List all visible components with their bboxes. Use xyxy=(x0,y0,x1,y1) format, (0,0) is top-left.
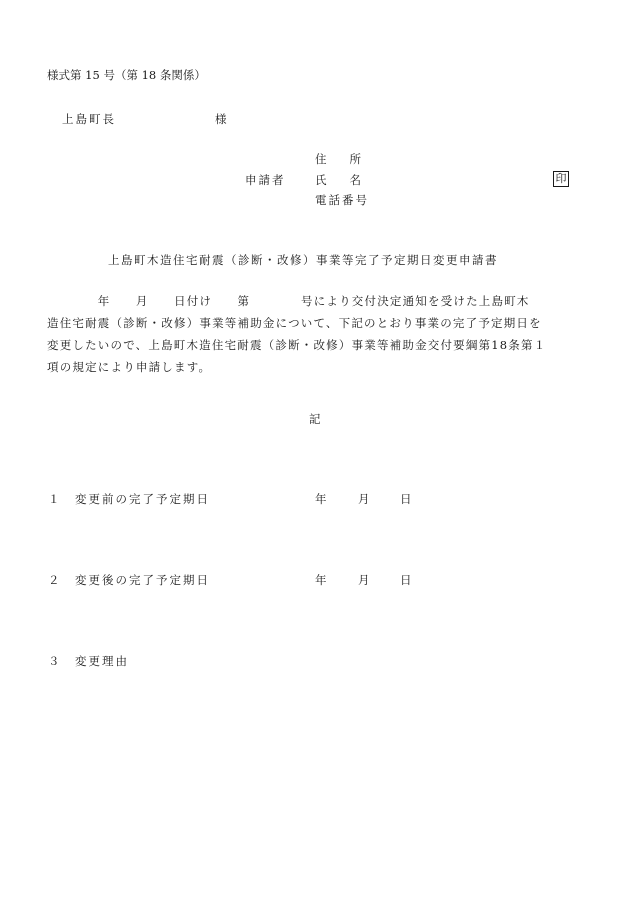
body-line-2: 造住宅耐震（診断・改修）事業等補助金について、下記のとおり事業の完了予定期日を xyxy=(47,316,542,330)
body-paragraph xyxy=(47,290,587,378)
body-line-4: 項の規定により申請します。 xyxy=(47,360,212,374)
item-1-year: 年 xyxy=(315,492,327,506)
seal-box: 印 xyxy=(553,171,569,187)
item-1-month: 月 xyxy=(358,492,370,506)
name-label: 氏 名 xyxy=(315,173,361,187)
item-3-label: 変更理由 xyxy=(75,654,129,668)
item-1-day: 日 xyxy=(400,492,412,506)
item-2-label: 変更後の完了予定期日 xyxy=(75,573,210,587)
document-title: 上島町木造住宅耐震（診断・改修）事業等完了予定期日変更申請書 xyxy=(108,253,498,267)
addressee-honorific: 様 xyxy=(215,112,227,126)
ki-heading: 記 xyxy=(309,412,321,426)
item-2-day: 日 xyxy=(400,573,412,587)
form-number: 様式第 15 号（第 18 条関係） xyxy=(47,68,206,82)
phone-label: 電話番号 xyxy=(315,193,369,207)
body-line-3: 変更したいので、上島町木造住宅耐震（診断・改修）事業等補助金交付要綱第18条第１ xyxy=(47,338,547,352)
seal-mark xyxy=(553,171,569,187)
item-1-label: 変更前の完了予定期日 xyxy=(75,492,210,506)
body-line-1: 年 月 日付け 第 号により交付決定通知を受けた上島町木 xyxy=(47,294,530,308)
item-2-month: 月 xyxy=(358,573,370,587)
address-label: 住 所 xyxy=(315,152,361,166)
applicant-role-label: 申請者 xyxy=(245,173,286,187)
item-2-year: 年 xyxy=(315,573,327,587)
item-1-number: １ xyxy=(48,492,60,506)
item-2-number: ２ xyxy=(48,573,60,587)
item-3-number: ３ xyxy=(48,654,60,668)
addressee-name: 上島町長 xyxy=(62,112,116,126)
